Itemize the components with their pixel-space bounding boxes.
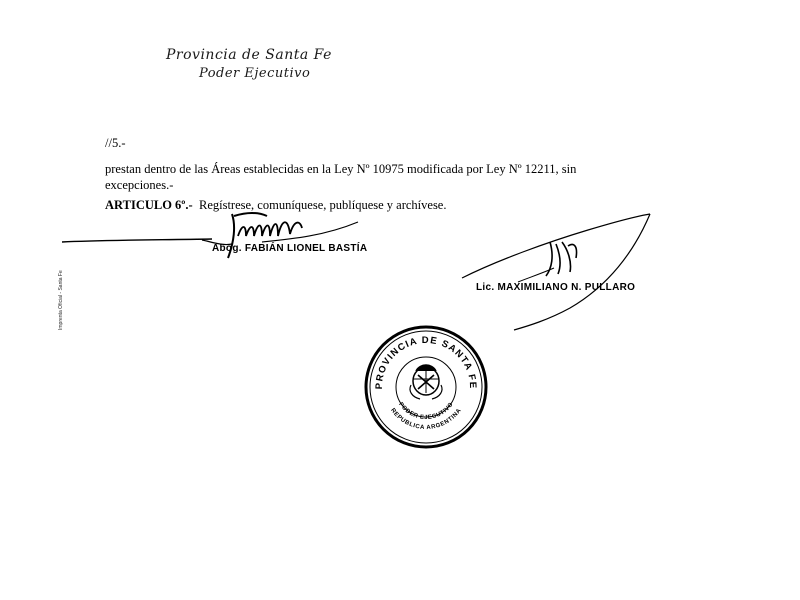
page-marker: //5.- — [105, 136, 126, 150]
header-province: Provincia de Santa Fe — [166, 47, 332, 63]
seal-middle-text: PODER EJECUTIVO — [397, 401, 455, 422]
signer-2-name: Lic. MAXIMILIANO N. PULLARO — [476, 282, 636, 293]
official-seal — [362, 323, 490, 451]
coat-of-arms-icon — [410, 365, 442, 399]
seal-inner-text: REPUBLICA ARGENTINA — [389, 407, 463, 432]
signature-2-scribble — [458, 212, 658, 337]
header-executive: Poder Ejecutivo — [199, 66, 311, 81]
signature-1-scribble — [62, 206, 362, 266]
paragraph-line-2: excepciones.- — [105, 178, 174, 192]
article-label: ARTICULO 6º.- — [105, 198, 193, 212]
seal-outer-text: PROVINCIA DE SANTA FE — [373, 334, 479, 390]
paragraph-line-1: prestan dentro de las Áreas establecidas en la Ley Nº 10975 modificada por Ley Nº 12211, sin — [105, 162, 577, 176]
article-text: Regístrese, comuníquese, publíquese y archívese. — [198, 198, 447, 212]
signer-1-name: Abog. FABIÁN LIONEL BASTÍA — [212, 243, 368, 254]
side-margin-imprint: Imprenta Oficial - Santa Fe — [58, 270, 64, 330]
